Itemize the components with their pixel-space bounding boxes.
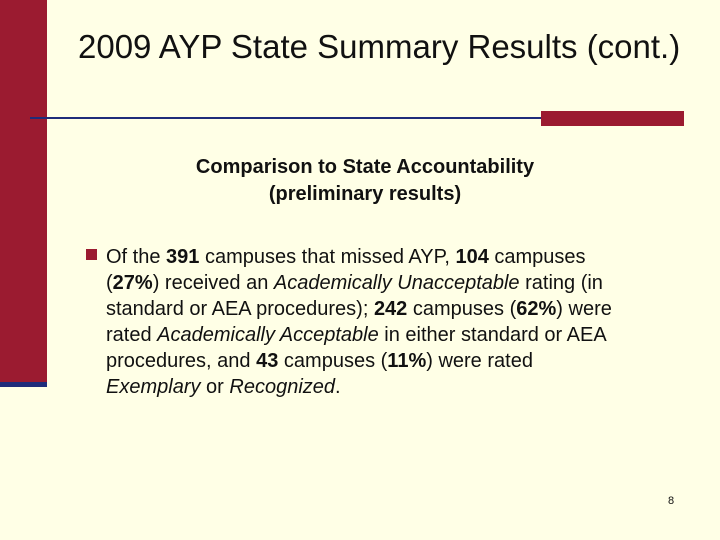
acceptable-count: 242 — [373, 298, 408, 320]
exemplary-recognized-count: 43 — [256, 350, 279, 372]
campuses-missed-count: 391 — [166, 246, 200, 268]
subtitle-line-1: Comparison to State Accountability — [195, 156, 535, 178]
slide-subtitle — [140, 154, 590, 208]
unacceptable-count: 104 — [455, 246, 489, 268]
bullet-segment: campuses ( — [278, 350, 388, 372]
page-number: 8 — [668, 495, 675, 507]
rating-acceptable: Academically Acceptable — [157, 324, 379, 346]
unacceptable-percent: 27% — [112, 272, 153, 294]
left-accent-bar — [0, 0, 47, 382]
rating-exemplary: Exemplary — [106, 376, 201, 398]
rating-recognized: Recognized — [229, 376, 336, 398]
exemplary-recognized-percent: 11% — [387, 350, 427, 372]
subtitle-line-2: (preliminary results) — [268, 183, 462, 205]
bullet-segment: ) were rated — [426, 350, 533, 372]
bullet-text — [106, 244, 626, 400]
left-accent-bar-base — [0, 382, 47, 387]
bullet-segment: ) received an — [152, 272, 274, 294]
bullet-segment: campuses ( — [106, 246, 586, 294]
slide-title: 2009 AYP State Summary Results (cont.) — [78, 28, 681, 65]
rating-unacceptable: Academically Unacceptable — [273, 272, 520, 294]
title-accent-block — [541, 111, 684, 126]
bullet-segment: . — [335, 376, 341, 398]
bullet-segment: ) were rated — [106, 298, 612, 346]
bullet-segment: campuses ( — [407, 298, 517, 320]
bullet-segment: Of the — [106, 246, 167, 268]
acceptable-percent: 62% — [516, 298, 557, 320]
bullet-segment: or — [200, 376, 230, 398]
bullet-segment: rating (in standard or AEA procedures); — [106, 272, 603, 320]
bullet-segment: campuses that missed AYP, — [199, 246, 456, 268]
square-bullet-icon — [86, 249, 97, 260]
bullet-segment: in either standard or AEA procedures, and — [106, 324, 606, 372]
